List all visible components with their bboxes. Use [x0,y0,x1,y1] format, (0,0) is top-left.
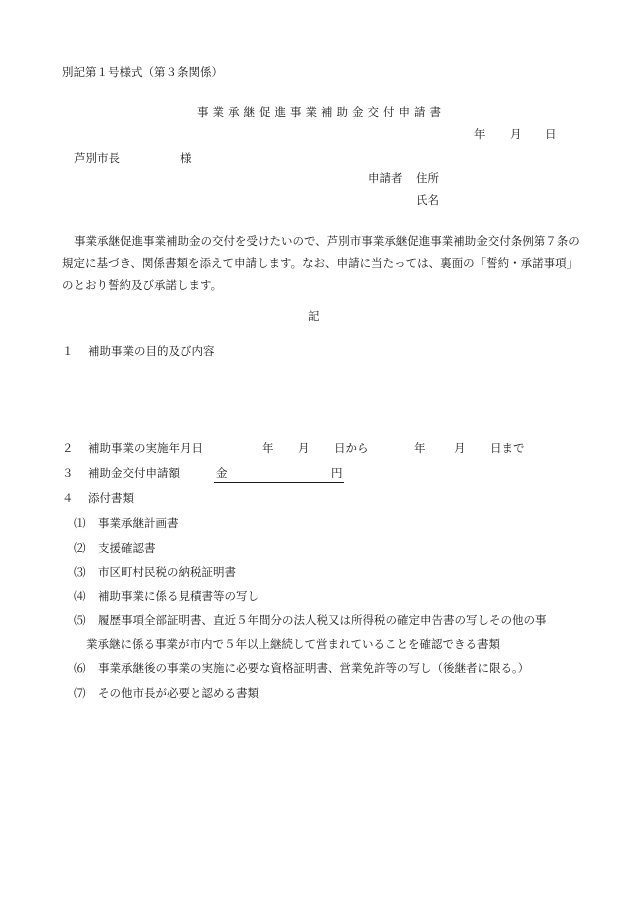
attachment-5-text-continued: 業承継に係る事業が市内で５年以上継続して営まれていることを確認できる書類 [86,637,500,651]
addressee-name: 芦別市長 [74,151,120,165]
applicant-label: 申請者 [368,171,403,185]
attachment-7-number: ⑺ [74,686,86,700]
attachment-6-number: ⑹ [74,661,86,675]
attachment-7-text: その他市長が必要と認める書類 [98,686,259,700]
attachment-1-text: 事業承継計画書 [98,516,179,530]
item-2-month-from: 月 [298,441,310,455]
item-2-day-from: 日から [334,441,369,455]
document-title: 事業承継促進事業補助金交付申請書 [197,105,445,119]
amount-underline [214,482,344,483]
addressee-honorific: 様 [180,151,192,165]
attachment-6-text: 事業承継後の事業の実施に必要な資格証明書、営業免許等の写し（後継者に限る。） [98,661,530,675]
attachment-3-number: ⑶ [74,565,86,579]
item-2-month-until: 月 [454,441,466,455]
attachment-2-number: ⑵ [74,541,86,555]
item-2-year-until: 年 [414,441,426,455]
form-label: 別記第１号様式（第３条関係） [62,65,223,79]
item-3-currency-prefix: 金 [216,466,228,480]
item-1-label: 補助事業の目的及び内容 [88,344,215,358]
item-3-number: ３ [62,466,74,480]
ki-heading: 記 [308,309,320,323]
attachment-3-text: 市区町村民税の納税証明書 [98,565,236,579]
item-2-number: ２ [62,441,74,455]
attachment-5-number: ⑸ [74,613,86,627]
item-3-label: 補助金交付申請額 [88,466,180,480]
applicant-name-label: 氏名 [416,193,439,207]
attachment-4-text: 補助事業に係る見積書等の写し [98,589,259,603]
item-4-label: 添付書類 [88,491,134,505]
item-1-number: １ [62,344,74,358]
intro-paragraph: 事業承継促進事業補助金の交付を受けたいので、芦別市事業承継促進事業補助金交付条例第７条の規定に基づき、関係書類を添えて申請します。なお、申請に当たっては、裏面の「誓約・承諾事項」のとおり誓約及び承諾します。 [62,234,580,292]
item-2-year-from: 年 [262,441,274,455]
date-year: 年 [474,127,486,141]
attachment-1-number: ⑴ [74,516,86,530]
date-month: 月 [510,127,522,141]
attachment-2-text: 支援確認書 [98,541,156,555]
item-2-label: 補助事業の実施年月日 [88,441,203,455]
item-4-number: ４ [62,491,74,505]
item-2-day-until: 日まで [490,441,525,455]
applicant-address-label: 住所 [416,171,439,185]
date-day: 日 [545,127,557,141]
attachment-4-number: ⑷ [74,589,86,603]
attachment-5-text: 履歴事項全部証明書、直近５年間分の法人税又は所得税の確定申告書の写しその他の事 [98,613,547,627]
item-3-currency-suffix: 円 [331,466,343,480]
